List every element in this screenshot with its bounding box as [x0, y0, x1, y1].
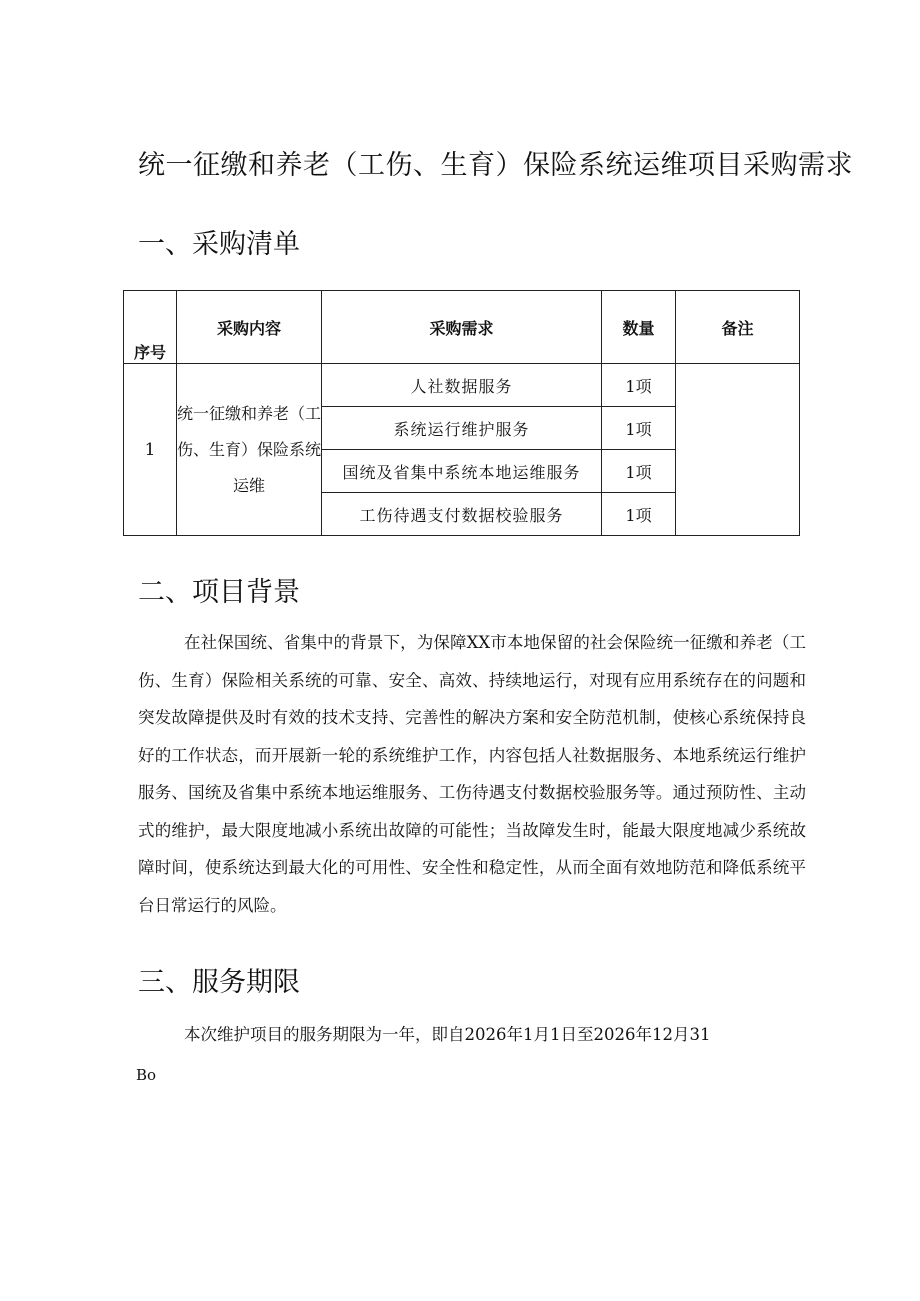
- cell-quantity: 1项: [602, 407, 676, 450]
- cell-requirement: 系统运行维护服务: [322, 407, 602, 450]
- section-heading-service-period: 三、服务期限: [138, 967, 300, 998]
- header-remark: 备注: [676, 291, 800, 364]
- cell-requirement: 工伤待遇支付数据校验服务: [322, 493, 602, 536]
- table-header-row: [124, 291, 800, 364]
- document-title: 统一征缴和养老（工伤、生育）保险系统运维项目采购需求: [138, 150, 853, 181]
- cell-quantity: 1项: [602, 493, 676, 536]
- header-quantity: 数量: [602, 291, 676, 364]
- cell-remark: [676, 364, 800, 536]
- service-period-paragraph: 本次维护项目的服务期限为一年，即自2026年1月1日至2026年12月31: [184, 1025, 711, 1044]
- cell-seq: 1: [124, 364, 177, 536]
- header-requirement: 采购需求: [322, 291, 602, 364]
- cell-requirement: 人社数据服务: [322, 364, 602, 407]
- trailing-text: Bo: [136, 1066, 157, 1084]
- section-heading-background: 二、项目背景: [138, 577, 300, 608]
- header-seq: 序号: [124, 291, 177, 364]
- cell-quantity: 1项: [602, 364, 676, 407]
- procurement-table: [123, 290, 800, 536]
- cell-requirement: 国统及省集中系统本地运维服务: [322, 450, 602, 493]
- header-content: 采购内容: [177, 291, 322, 364]
- background-paragraph: 在社保国统、省集中的背景下，为保障XX市本地保留的社会保险统一征缴和养老（工伤、生育）保险相关系统的可靠、安全、高效、持续地运行，对现有应用系统存在的问题和突发故障提供及时有效的技术支持、完善性的解决方案和安全防范机制，使核心系统保持良好的工作状态，而开展新一轮的系统维护工作，内容包括人社数据服务、本地系统运行维护服务、国统及省集中系统本地运维服务、工伤待遇支付数据校验服务等。通过预防性、主动式的维护，最大限度地减小系统出故障的可能性；当故障发生时，能最大限度地减少系统故障时间，使系统达到最大化的可用性、安全性和稳定性，从而全面有效地防范和降低系统平台日常运行的风险。: [138, 633, 806, 915]
- cell-quantity: 1项: [602, 450, 676, 493]
- section-heading-procurement-list: 一、采购清单: [138, 229, 300, 260]
- cell-content: 统一征缴和养老（工伤、生育）保险系统运维: [177, 364, 322, 536]
- table-row: [124, 364, 800, 407]
